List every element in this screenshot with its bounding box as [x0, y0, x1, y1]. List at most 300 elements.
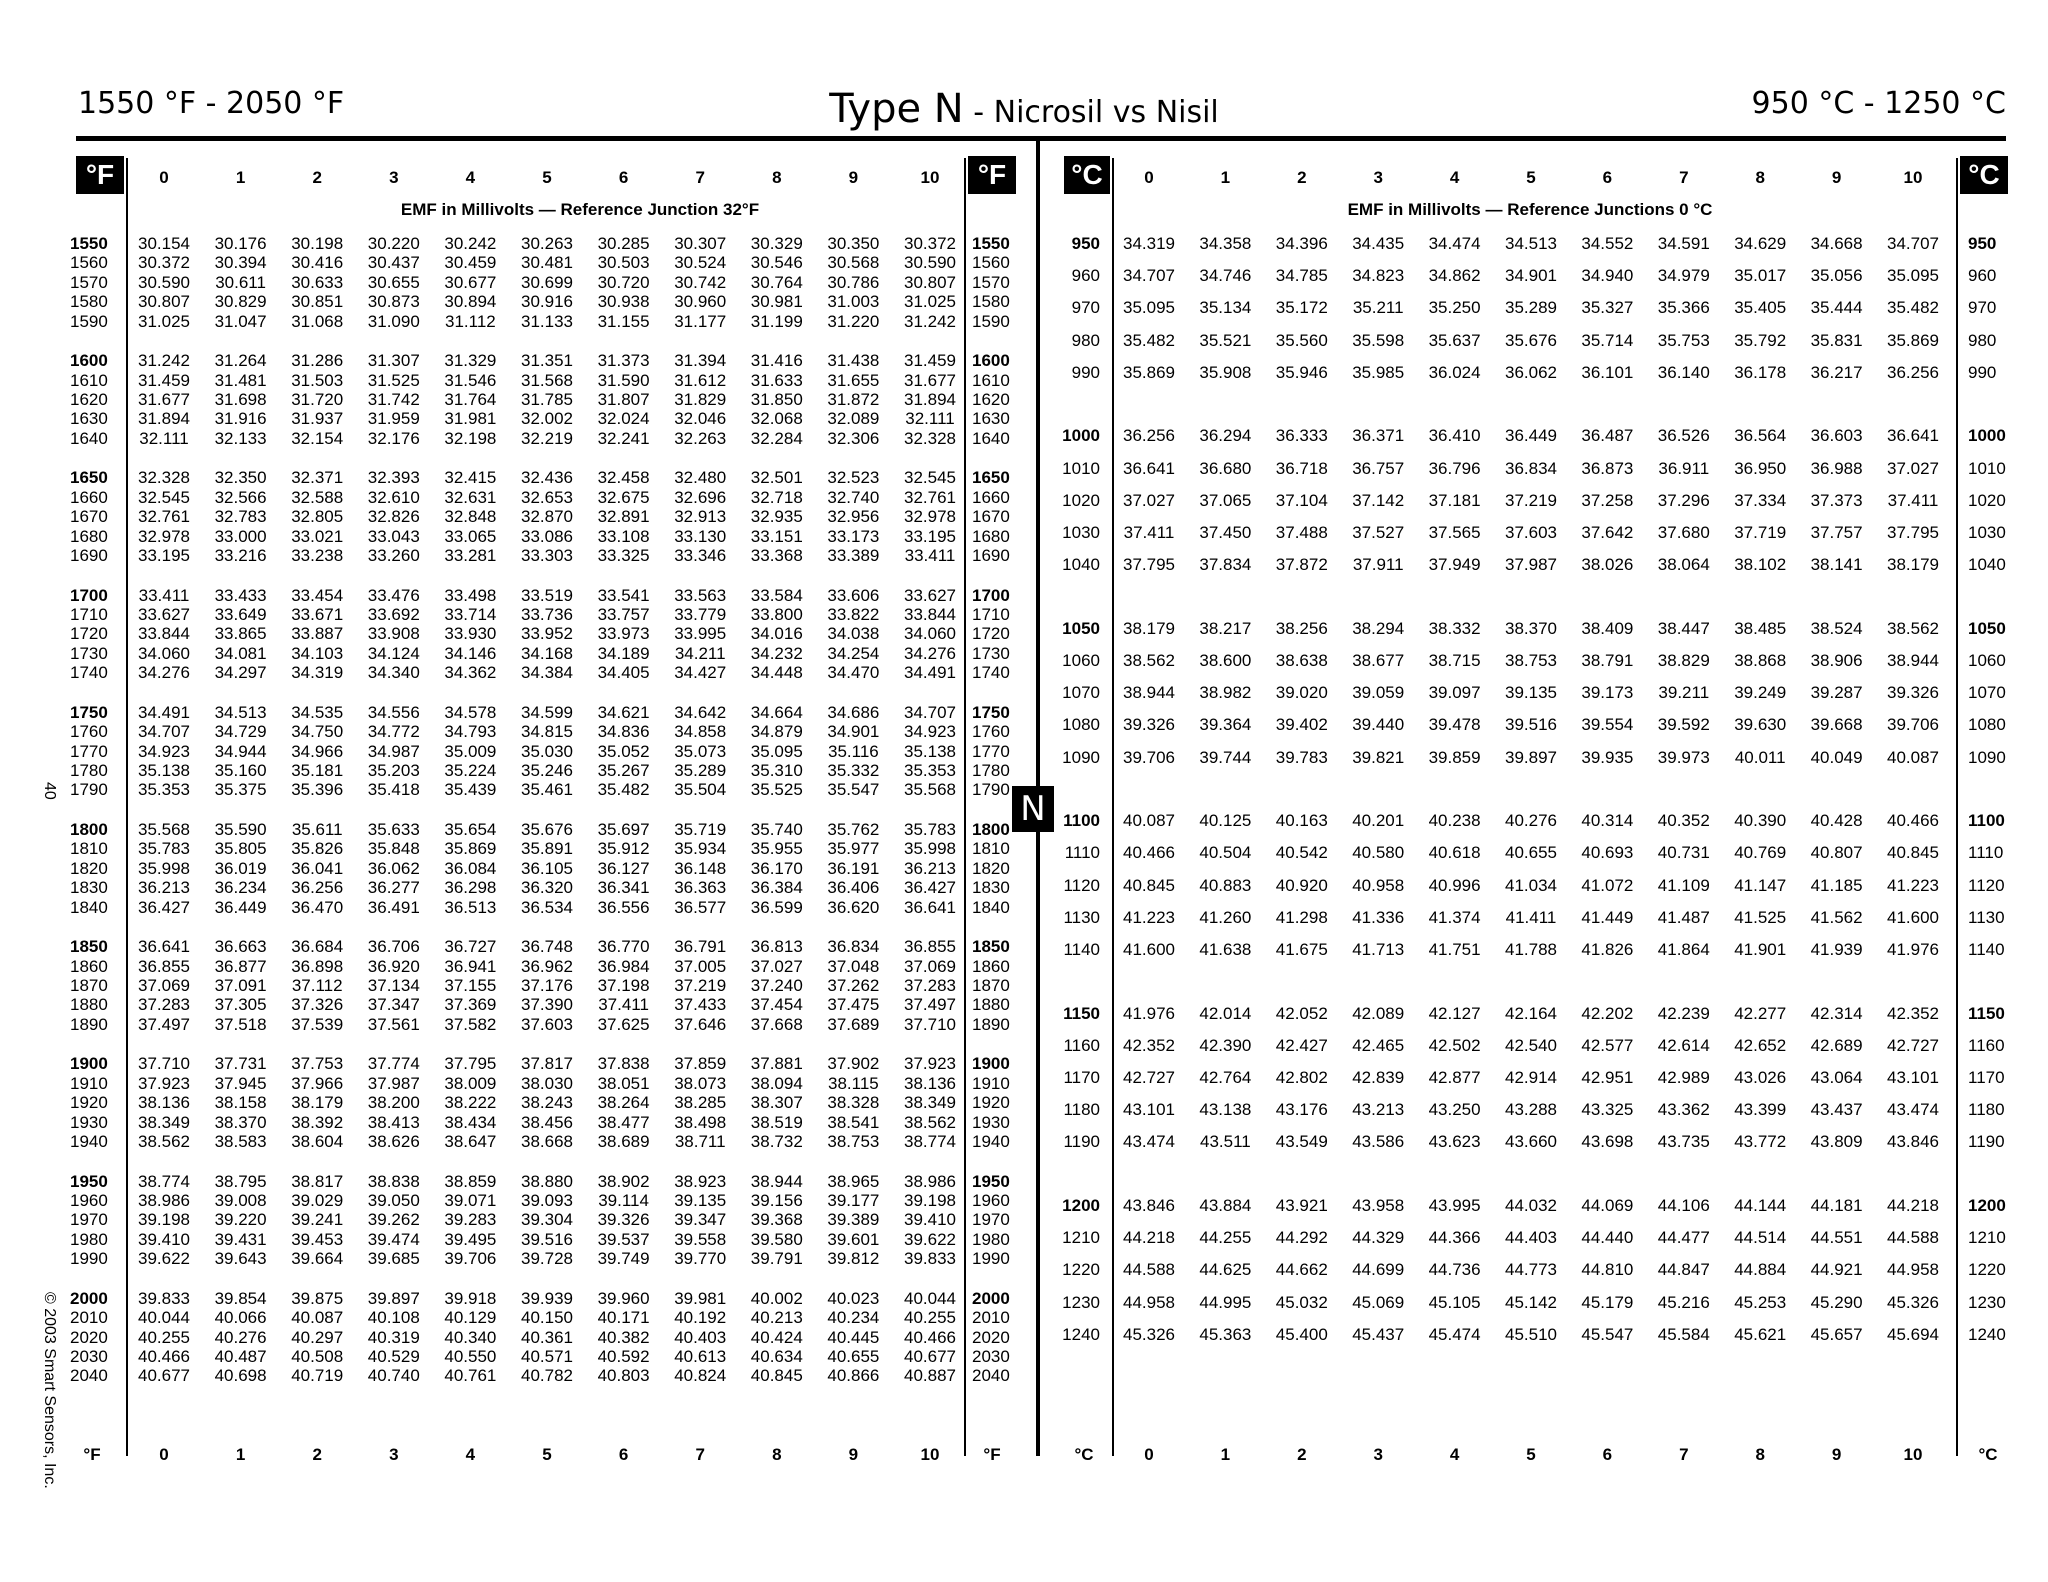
right-cell: 39.326 — [1887, 683, 1939, 703]
right-cell: 45.474 — [1428, 1324, 1481, 1344]
left-cell: 32.848 — [444, 507, 497, 527]
right-cell: 40.125 — [1199, 811, 1252, 831]
right-cell: 41.864 — [1657, 940, 1710, 959]
left-cell: 32.393 — [367, 468, 420, 488]
left-row-label: 2010 — [70, 1308, 108, 1328]
left-cell: 37.326 — [291, 995, 344, 1015]
left-cell: 36.577 — [674, 897, 727, 917]
right-cell: 44.069 — [1581, 1196, 1634, 1215]
left-cell: 31.286 — [291, 351, 344, 371]
left-cell: 30.611 — [215, 272, 266, 292]
right-cell: 44.958 — [1123, 1292, 1175, 1312]
right-cell: 42.164 — [1505, 1003, 1557, 1023]
right-cell: 40.693 — [1581, 843, 1634, 863]
left-cell: 36.641 — [904, 897, 956, 917]
left-cell: 40.445 — [827, 1327, 880, 1347]
left-cell: 33.606 — [827, 585, 880, 605]
left-row-label-right: 1550 — [972, 234, 1010, 253]
left-cell: 37.603 — [521, 1014, 573, 1034]
left-cell: 38.328 — [827, 1093, 880, 1113]
right-row-label: 1230 — [1062, 1292, 1100, 1312]
left-cell: 33.389 — [827, 546, 880, 565]
right-cell: 37.603 — [1505, 523, 1557, 542]
left-row-label-right: 1980 — [972, 1229, 1010, 1249]
left-row-label-right: 1700 — [972, 585, 1010, 605]
right-cell: 37.181 — [1428, 490, 1481, 510]
right-cell: 36.641 — [1887, 426, 1939, 446]
left-cell: 39.854 — [214, 1288, 267, 1308]
left-cell: 35.353 — [904, 761, 956, 780]
left-cell: 33.757 — [597, 605, 650, 624]
left-col-6: 6 — [618, 168, 629, 187]
left-row-label: 1780 — [70, 761, 108, 780]
right-cell: 41.600 — [1123, 940, 1175, 959]
right-cell: 40.011 — [1734, 747, 1786, 767]
left-row-label: 1600 — [70, 351, 108, 371]
left-cell: 36.984 — [597, 956, 650, 976]
left-cell: 39.474 — [367, 1229, 420, 1249]
left-cell: 35.461 — [521, 780, 573, 800]
right-cell: 41.976 — [1887, 940, 1939, 959]
left-cell: 36.534 — [521, 897, 573, 917]
right-row-label-right: 1080 — [1968, 715, 2006, 735]
right-col-5: 5 — [1526, 168, 1536, 187]
right-cell: 41.072 — [1581, 875, 1634, 895]
left-row-label: 1640 — [70, 428, 108, 448]
right-cell: 42.802 — [1275, 1068, 1328, 1087]
left-cell: 37.240 — [750, 976, 803, 995]
right-cell: 45.437 — [1352, 1324, 1405, 1344]
left-cell: 39.093 — [521, 1191, 573, 1210]
left-cell: 35.525 — [750, 780, 803, 800]
left-cell: 30.677 — [444, 272, 497, 292]
right-cell: 38.217 — [1199, 618, 1252, 638]
left-cell: 31.003 — [827, 292, 880, 312]
left-cell: 40.466 — [138, 1347, 190, 1366]
right-cell: 37.642 — [1581, 523, 1634, 542]
left-cell: 35.030 — [521, 741, 573, 761]
right-cell: 43.735 — [1657, 1132, 1710, 1152]
right-cell: 34.746 — [1199, 266, 1252, 286]
right-row-label-right: 1180 — [1968, 1100, 2005, 1120]
left-cell: 40.550 — [444, 1347, 497, 1366]
left-cell: 35.633 — [367, 820, 420, 839]
right-cell: 37.027 — [1887, 458, 1939, 478]
left-cell: 38.200 — [367, 1093, 420, 1113]
right-cell: 45.621 — [1734, 1324, 1787, 1344]
left-cell: 39.981 — [674, 1288, 727, 1308]
left-col-9: 9 — [848, 168, 859, 187]
left-cell: 36.449 — [214, 897, 267, 917]
right-row-label-right: 1000 — [1968, 426, 2006, 446]
right-cell: 37.527 — [1352, 523, 1405, 542]
right-row-label: 1000 — [1062, 426, 1100, 446]
left-cell: 32.263 — [674, 428, 727, 448]
left-cell: 34.384 — [521, 663, 573, 683]
left-cell: 30.285 — [597, 234, 650, 253]
left-cell: 34.621 — [597, 702, 650, 722]
left-cell: 40.213 — [750, 1308, 803, 1328]
left-cell: 32.870 — [521, 507, 573, 527]
right-cell: 35.095 — [1123, 298, 1175, 318]
left-cell: 32.219 — [521, 428, 573, 448]
right-cell: 38.102 — [1734, 555, 1787, 575]
right-cell: 40.163 — [1275, 811, 1328, 831]
right-cell: 44.847 — [1657, 1260, 1710, 1280]
left-cell: 40.845 — [750, 1366, 803, 1386]
right-cell: 44.366 — [1428, 1228, 1481, 1248]
left-cell: 39.706 — [444, 1249, 497, 1269]
left-cell: 35.160 — [214, 761, 267, 780]
right-cell: 35.676 — [1505, 330, 1557, 350]
right-cell: 43.101 — [1123, 1100, 1175, 1120]
right-cell: 36.140 — [1657, 362, 1710, 382]
left-cell: 37.497 — [904, 995, 956, 1015]
left-cell: 31.503 — [291, 370, 344, 390]
left-cell: 31.329 — [444, 351, 497, 371]
right-cell: 43.026 — [1734, 1068, 1787, 1087]
left-cell: 35.353 — [138, 780, 190, 800]
right-row-label-right: 990 — [1968, 362, 1997, 382]
right-cell: 37.834 — [1199, 555, 1252, 575]
left-cell: 32.024 — [597, 409, 650, 429]
left-cell: 38.392 — [291, 1112, 344, 1132]
left-cell: 34.211 — [674, 643, 726, 663]
right-footer-col-4: 4 — [1449, 1445, 1460, 1464]
left-row-label: 2020 — [70, 1327, 108, 1347]
left-cell: 35.848 — [367, 839, 420, 859]
right-cell: 38.332 — [1428, 618, 1481, 638]
left-cell: 33.368 — [750, 546, 803, 565]
right-cell: 35.327 — [1581, 298, 1634, 318]
right-cell: 34.862 — [1428, 266, 1481, 286]
left-cell: 36.556 — [597, 897, 650, 917]
right-cell: 41.185 — [1810, 875, 1863, 895]
right-cell: 44.958 — [1887, 1260, 1939, 1280]
left-cell: 33.519 — [521, 585, 573, 605]
left-row-label-right: 1890 — [972, 1014, 1010, 1034]
left-row-label: 1700 — [70, 585, 108, 605]
right-cell: 34.940 — [1581, 266, 1634, 286]
left-cell: 38.307 — [750, 1093, 803, 1113]
left-cell: 34.750 — [291, 722, 344, 742]
left-cell: 39.114 — [598, 1191, 649, 1210]
left-cell: 33.541 — [597, 585, 650, 605]
right-cell: 43.511 — [1200, 1132, 1251, 1152]
left-cell: 35.955 — [750, 839, 803, 859]
right-col-9: 9 — [1831, 168, 1842, 187]
right-cell: 36.911 — [1658, 458, 1710, 478]
right-cell: 44.551 — [1810, 1228, 1863, 1248]
right-row-label: 1160 — [1063, 1035, 1100, 1055]
page-title — [0, 86, 2048, 132]
left-row-label-right: 1590 — [972, 311, 1010, 331]
left-cell: 35.203 — [367, 761, 420, 780]
right-cell: 37.911 — [1352, 555, 1404, 575]
right-cell: 41.374 — [1428, 907, 1481, 927]
right-row-label: 1070 — [1062, 683, 1100, 703]
left-cell: 30.220 — [367, 234, 420, 253]
right-cell: 40.883 — [1199, 875, 1252, 895]
left-cell: 31.242 — [138, 351, 190, 371]
right-cell: 36.641 — [1123, 458, 1175, 478]
left-cell: 30.590 — [138, 272, 190, 292]
left-cell: 38.626 — [367, 1132, 420, 1151]
right-cell: 38.791 — [1581, 651, 1634, 670]
left-cell: 37.817 — [521, 1054, 573, 1074]
right-cell: 34.591 — [1657, 234, 1710, 253]
left-cell: 36.663 — [214, 937, 267, 957]
right-cell: 38.753 — [1505, 651, 1557, 670]
left-row-label: 1680 — [70, 526, 108, 546]
left-cell: 38.370 — [214, 1112, 267, 1132]
right-cell: 40.845 — [1887, 843, 1939, 863]
right-row-label-right: 1220 — [1968, 1260, 2006, 1280]
left-cell: 36.277 — [367, 878, 420, 898]
right-row-label-right: 1010 — [1968, 458, 2006, 478]
left-row-label: 1770 — [70, 741, 108, 761]
left-cell: 33.346 — [674, 546, 727, 565]
left-row-label: 1620 — [70, 390, 108, 409]
left-cell: 31.394 — [674, 351, 727, 371]
left-cell: 39.198 — [138, 1210, 190, 1230]
right-cell: 41.788 — [1505, 940, 1557, 959]
left-row-label-right: 1920 — [972, 1093, 1010, 1113]
left-cell: 40.571 — [521, 1347, 573, 1366]
right-cell: 34.668 — [1810, 234, 1863, 253]
left-cell: 40.023 — [827, 1288, 880, 1308]
left-cell: 30.807 — [904, 272, 956, 292]
left-cell: 32.350 — [214, 468, 267, 488]
right-cell: 45.363 — [1199, 1324, 1252, 1344]
left-cell: 36.384 — [750, 878, 803, 898]
left-cell: 32.241 — [597, 428, 650, 448]
left-row-label: 1900 — [70, 1054, 108, 1074]
right-cell: 38.944 — [1887, 651, 1939, 670]
right-cell: 38.179 — [1123, 618, 1175, 638]
left-cell: 37.112 — [291, 976, 343, 995]
left-cell: 33.498 — [444, 585, 497, 605]
left-footer-col-1: 1 — [235, 1445, 246, 1464]
left-cell: 37.134 — [367, 976, 420, 995]
left-cell: 38.817 — [291, 1171, 344, 1191]
left-cell: 34.836 — [597, 722, 650, 742]
left-row-label-right: 1630 — [972, 409, 1010, 429]
left-cell: 30.503 — [597, 253, 650, 273]
right-cell: 45.584 — [1657, 1324, 1710, 1344]
right-cell: 43.921 — [1275, 1196, 1328, 1215]
left-cell: 36.406 — [827, 878, 880, 898]
left-cell: 32.761 — [904, 487, 956, 507]
left-cell: 39.622 — [904, 1229, 956, 1249]
right-cell: 35.289 — [1505, 298, 1557, 318]
right-cell: 42.314 — [1810, 1003, 1863, 1023]
right-cell: 36.062 — [1505, 362, 1557, 382]
left-cell: 32.328 — [138, 468, 190, 488]
right-cell: 38.447 — [1657, 618, 1710, 638]
left-cell: 39.791 — [750, 1249, 803, 1269]
right-cell: 35.598 — [1352, 330, 1405, 350]
left-cell: 37.646 — [674, 1014, 727, 1034]
left-cell: 37.198 — [597, 976, 650, 995]
right-cell: 39.211 — [1658, 683, 1710, 703]
left-cell: 37.433 — [674, 995, 727, 1015]
left-row-label-right: 1750 — [972, 702, 1010, 722]
left-cell: 38.136 — [904, 1073, 956, 1093]
left-cell: 38.711 — [674, 1132, 726, 1151]
left-cell: 34.491 — [138, 702, 190, 722]
left-cell: 39.939 — [521, 1288, 573, 1308]
left-cell: 31.807 — [597, 390, 650, 409]
right-cell: 38.026 — [1581, 555, 1634, 575]
left-cell: 32.935 — [750, 507, 803, 527]
right-cell: 43.250 — [1428, 1100, 1481, 1120]
left-row-label: 1570 — [70, 272, 108, 292]
left-cell: 31.677 — [138, 390, 190, 409]
left-cell: 40.529 — [367, 1347, 420, 1366]
left-cell: 32.978 — [904, 507, 956, 527]
right-cell: 44.588 — [1887, 1228, 1939, 1248]
left-cell: 38.498 — [674, 1112, 727, 1132]
right-row-label: 1020 — [1062, 490, 1100, 510]
right-cell: 37.334 — [1734, 490, 1787, 510]
right-cell: 36.294 — [1199, 426, 1252, 446]
left-row-label-right: 1780 — [972, 761, 1010, 780]
right-cell: 37.565 — [1428, 523, 1481, 542]
right-row-label: 1010 — [1062, 458, 1100, 478]
left-cell: 32.545 — [904, 468, 956, 488]
right-cell: 36.487 — [1581, 426, 1634, 446]
left-cell: 31.025 — [904, 292, 956, 312]
left-cell: 37.411 — [598, 995, 649, 1015]
right-cell: 42.727 — [1887, 1035, 1939, 1055]
left-cell: 32.696 — [674, 487, 727, 507]
left-row-label-right: 1600 — [972, 351, 1010, 371]
left-cell: 40.887 — [904, 1366, 956, 1386]
right-cell: 45.694 — [1887, 1324, 1939, 1344]
left-cell: 40.613 — [674, 1347, 727, 1366]
right-cell: 42.277 — [1734, 1003, 1787, 1023]
left-cell: 30.198 — [291, 234, 344, 253]
right-row-label-right: 950 — [1968, 234, 1997, 253]
left-cell: 31.720 — [291, 390, 344, 409]
left-row-label-right: 1830 — [972, 878, 1010, 898]
left-cell: 35.396 — [291, 780, 344, 800]
left-cell: 30.372 — [138, 253, 190, 273]
left-cell: 34.340 — [367, 663, 420, 683]
right-cell: 37.411 — [1887, 490, 1939, 510]
left-cell: 40.382 — [597, 1327, 650, 1347]
left-cell: 30.372 — [904, 234, 956, 253]
right-cell: 37.027 — [1123, 490, 1175, 510]
left-cell: 31.633 — [750, 370, 803, 390]
left-cell: 33.454 — [291, 585, 344, 605]
right-row-label-right: 1190 — [1968, 1132, 2005, 1152]
left-cell: 38.073 — [674, 1073, 727, 1093]
right-cell: 35.985 — [1352, 362, 1405, 382]
right-cell: 40.314 — [1581, 811, 1634, 831]
left-cell: 31.047 — [214, 311, 267, 331]
left-cell: 31.916 — [214, 409, 267, 429]
left-cell: 36.920 — [367, 956, 420, 976]
right-cell: 44.181 — [1810, 1196, 1863, 1215]
left-cell: 35.073 — [674, 741, 727, 761]
left-cell: 35.826 — [291, 839, 344, 859]
left-cell: 38.051 — [597, 1073, 650, 1093]
right-cell: 39.935 — [1581, 747, 1634, 767]
right-cell: 44.218 — [1123, 1228, 1175, 1248]
right-cell: 43.549 — [1275, 1132, 1328, 1152]
left-row-label: 1820 — [70, 858, 108, 878]
left-cell: 33.238 — [291, 546, 344, 565]
left-cell: 32.740 — [827, 487, 880, 507]
right-cell: 40.807 — [1810, 843, 1863, 863]
right-cell: 42.014 — [1199, 1003, 1252, 1023]
right-cell: 36.950 — [1734, 458, 1787, 478]
left-row-label-right: 1570 — [972, 272, 1010, 292]
right-cell: 44.403 — [1505, 1228, 1557, 1248]
right-cell: 42.764 — [1199, 1068, 1252, 1087]
left-cell: 30.981 — [750, 292, 803, 312]
left-cell: 38.902 — [597, 1171, 650, 1191]
right-cell: 38.064 — [1657, 555, 1710, 575]
left-cell: 37.881 — [750, 1054, 803, 1074]
left-cell: 33.692 — [367, 605, 420, 624]
left-cell: 30.764 — [750, 272, 803, 292]
left-cell: 33.865 — [214, 624, 267, 644]
right-cell: 34.435 — [1352, 234, 1405, 253]
left-cell: 40.508 — [291, 1347, 344, 1366]
left-cell: 40.761 — [444, 1366, 497, 1386]
left-cell: 39.622 — [138, 1249, 190, 1269]
left-cell: 35.998 — [904, 839, 956, 859]
right-cell: 40.466 — [1123, 843, 1175, 863]
right-cell: 42.652 — [1734, 1035, 1787, 1055]
left-row-label: 1990 — [70, 1249, 108, 1269]
left-cell: 33.584 — [750, 585, 803, 605]
left-cell: 38.986 — [138, 1191, 190, 1210]
left-row-label-right: 2040 — [972, 1366, 1010, 1386]
right-cell: 39.402 — [1275, 715, 1328, 735]
right-cell: 43.809 — [1810, 1132, 1863, 1152]
left-cell: 37.390 — [521, 995, 573, 1015]
left-cell: 39.410 — [138, 1229, 190, 1249]
right-row-label-right: 1030 — [1968, 523, 2006, 542]
right-cell: 45.069 — [1352, 1292, 1405, 1312]
left-cell: 32.002 — [521, 409, 573, 429]
left-cell: 35.439 — [444, 780, 497, 800]
left-cell: 31.612 — [674, 370, 727, 390]
right-cell: 35.172 — [1275, 298, 1328, 318]
right-cell: 42.577 — [1581, 1035, 1634, 1055]
right-col-1: 1 — [1220, 168, 1231, 187]
right-cell: 36.757 — [1352, 458, 1405, 478]
left-cell: 39.347 — [674, 1210, 727, 1230]
left-cell: 38.519 — [750, 1112, 803, 1132]
right-row-label: 1100 — [1063, 811, 1100, 831]
right-cell: 39.059 — [1352, 683, 1405, 703]
right-cell: 45.547 — [1581, 1324, 1634, 1344]
left-cell: 35.375 — [214, 780, 267, 800]
left-cell: 31.220 — [827, 311, 880, 331]
left-cell: 31.742 — [367, 390, 420, 409]
left-cell: 33.173 — [827, 526, 880, 546]
left-cell: 36.491 — [367, 897, 420, 917]
left-cell: 35.590 — [214, 820, 267, 839]
right-cell: 38.370 — [1505, 618, 1557, 638]
left-cell: 34.966 — [291, 741, 344, 761]
left-cell: 31.959 — [367, 409, 420, 429]
